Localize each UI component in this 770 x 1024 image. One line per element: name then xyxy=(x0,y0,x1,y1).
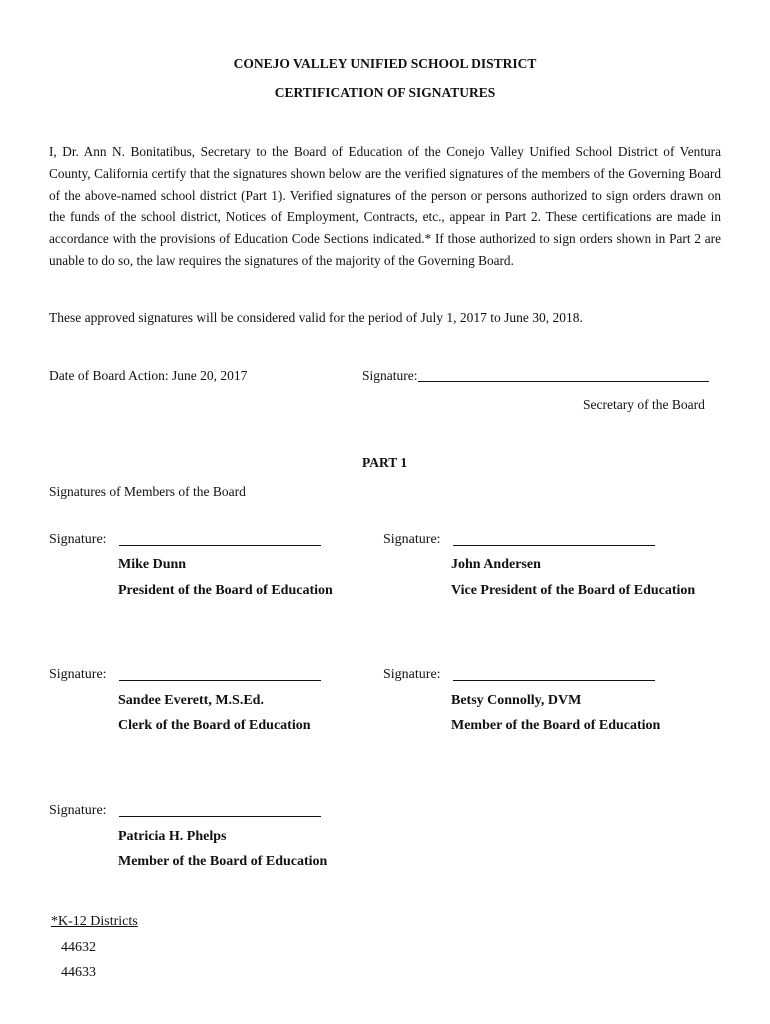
signature-label: Signature: xyxy=(383,532,441,547)
signature-label: Signature: xyxy=(49,667,107,682)
member-name: John Andersen xyxy=(451,557,541,572)
signature-label: Signature: xyxy=(49,803,107,818)
secretary-signature-label: Signature: xyxy=(362,368,418,383)
signature-line xyxy=(119,545,321,546)
member-name: Patricia H. Phelps xyxy=(118,829,227,844)
member-title: President of the Board of Education xyxy=(118,583,333,598)
signature-line xyxy=(453,680,655,681)
member-name: Mike Dunn xyxy=(118,557,187,572)
member-name: Sandee Everett, M.S.Ed. xyxy=(118,693,264,708)
member-title: Clerk of the Board of Education xyxy=(118,718,311,733)
education-code-section: 44632 xyxy=(61,940,96,955)
signature-label: Signature: xyxy=(383,667,441,682)
education-code-section: 44633 xyxy=(61,965,96,980)
secretary-title: Secretary of the Board xyxy=(583,397,705,412)
document-title: CERTIFICATION OF SIGNATURES xyxy=(274,85,496,100)
part1-heading: PART 1 xyxy=(362,455,408,470)
member-name: Betsy Connolly, DVM xyxy=(451,693,582,708)
validity-statement: These approved signatures will be considered valid for the period of July 1, 2017 to June 30, 2018. xyxy=(49,310,583,325)
district-name: CONEJO VALLEY UNIFIED SCHOOL DISTRICT xyxy=(233,56,537,71)
member-title: Member of the Board of Education xyxy=(451,718,661,733)
footnote-label: *K-12 Districts xyxy=(51,914,138,929)
signature-line xyxy=(453,545,655,546)
signature-line xyxy=(119,680,321,681)
member-title: Vice President of the Board of Education xyxy=(451,583,696,598)
secretary-signature-line xyxy=(418,381,709,382)
board-action-date: Date of Board Action: June 20, 2017 xyxy=(49,368,248,383)
part1-subheading: Signatures of Members of the Board xyxy=(49,484,246,499)
signature-line xyxy=(119,816,321,817)
intro-paragraph: I, Dr. Ann N. Bonitatibus, Secretary to the Board of Education of the Conejo Valley Unified School District of Ventura County, California certify that the signatures shown below are the verified signatures of the members of the Governing Board of the above-named school district (Part 1). Verified signatures of the person or persons authorized to sign orders drawn on the funds of the school district, Notices of Employment, Contracts, etc., appear in Part 2. These certifications are made in accordance with the provisions of Education Code Sections indicated.* If those authorized to sign orders shown in Part 2 are unable to do so, the law requires the signatures of the majority of the Governing Board. xyxy=(49,144,721,268)
signature-label: Signature: xyxy=(49,532,107,547)
member-title: Member of the Board of Education xyxy=(118,854,328,869)
